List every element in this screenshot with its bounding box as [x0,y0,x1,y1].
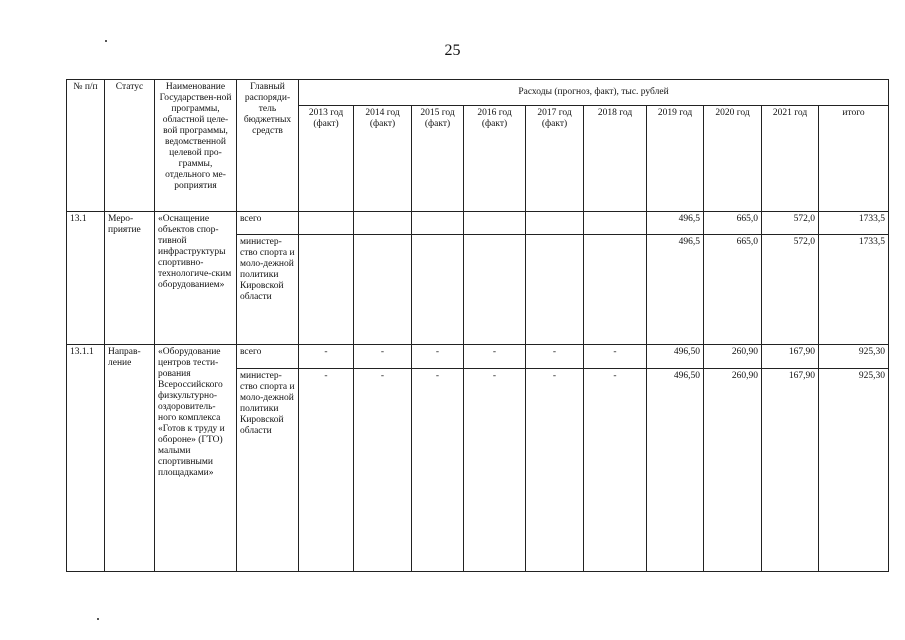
value-cell: - [526,369,584,572]
header-year: 2017 год (факт) [526,106,584,212]
table-row [67,345,889,369]
row-manager: министер-ство спорта и моло-дежной политики Кировской области [237,235,299,345]
value-cell [354,212,412,235]
header-manager: Главный распоряди-тель бюджетных средств [237,80,299,212]
value-cell: 572,0 [762,235,819,345]
value-cell: - [412,369,464,572]
header-year: 2019 год [647,106,704,212]
value-cell: 665,0 [704,235,762,345]
header-status: Статус [105,80,155,212]
value-cell: 665,0 [704,212,762,235]
value-cell: - [412,345,464,369]
scan-speck [97,618,99,620]
value-cell: - [299,369,354,572]
total-cell: 925,30 [819,345,889,369]
value-cell [412,235,464,345]
scan-speck [105,40,107,42]
value-cell [584,235,647,345]
row-manager: министер-ство спорта и моло-дежной политики Кировской области [237,369,299,572]
row-status: Направ-ление [105,345,155,572]
value-cell: - [526,345,584,369]
row-name: «Оборудование центров тести-рования Всероссийского физкультурно-оздоровитель-ного комплекса «Готов к труду и обороне» (ГТО) малыми спортивными площадками» [155,345,237,572]
value-cell: 167,90 [762,345,819,369]
total-cell: 1733,5 [819,212,889,235]
value-cell: - [584,369,647,572]
expenses-table [66,79,889,572]
header-year: 2013 год (факт) [299,106,354,212]
value-cell: 260,90 [704,345,762,369]
row-num: 13.1 [67,212,105,345]
value-cell: 572,0 [762,212,819,235]
value-cell: 496,50 [647,345,704,369]
value-cell: 496,5 [647,235,704,345]
value-cell [299,212,354,235]
value-cell: - [354,369,412,572]
value-cell: - [354,345,412,369]
value-cell [412,212,464,235]
value-cell: 260,90 [704,369,762,572]
value-cell [354,235,412,345]
value-cell: 167,90 [762,369,819,572]
value-cell: 496,5 [647,212,704,235]
value-cell: 496,50 [647,369,704,572]
header-year: 2020 год [704,106,762,212]
value-cell: - [464,345,526,369]
row-name: «Оснащение объектов спор-тивной инфраструктуры спортивно-технологиче-ским оборудованием» [155,212,237,345]
page-number: 25 [444,42,461,59]
table-row [67,212,889,235]
value-cell [464,235,526,345]
value-cell [526,235,584,345]
row-manager: всего [237,345,299,369]
total-cell: 1733,5 [819,235,889,345]
value-cell [584,212,647,235]
total-cell: 925,30 [819,369,889,572]
header-num: № п/п [67,80,105,212]
header-expenses: Расходы (прогноз, факт), тыс. рублей [299,80,889,106]
header-row-top [67,80,889,106]
header-year: 2016 год (факт) [464,106,526,212]
header-total: итого [819,106,889,212]
value-cell: - [584,345,647,369]
header-year: 2015 год (факт) [412,106,464,212]
value-cell: - [464,369,526,572]
header-year: 2018 год [584,106,647,212]
header-year: 2014 год (факт) [354,106,412,212]
row-num: 13.1.1 [67,345,105,572]
header-year: 2021 год [762,106,819,212]
row-status: Меро-приятие [105,212,155,345]
value-cell [526,212,584,235]
header-name: Наименование Государствен-ной программы, областной целе-вой программы, ведомственной целевой про-граммы, отдельного ме-роприятия [155,80,237,212]
row-manager: всего [237,212,299,235]
value-cell [299,235,354,345]
value-cell [464,212,526,235]
value-cell: - [299,345,354,369]
